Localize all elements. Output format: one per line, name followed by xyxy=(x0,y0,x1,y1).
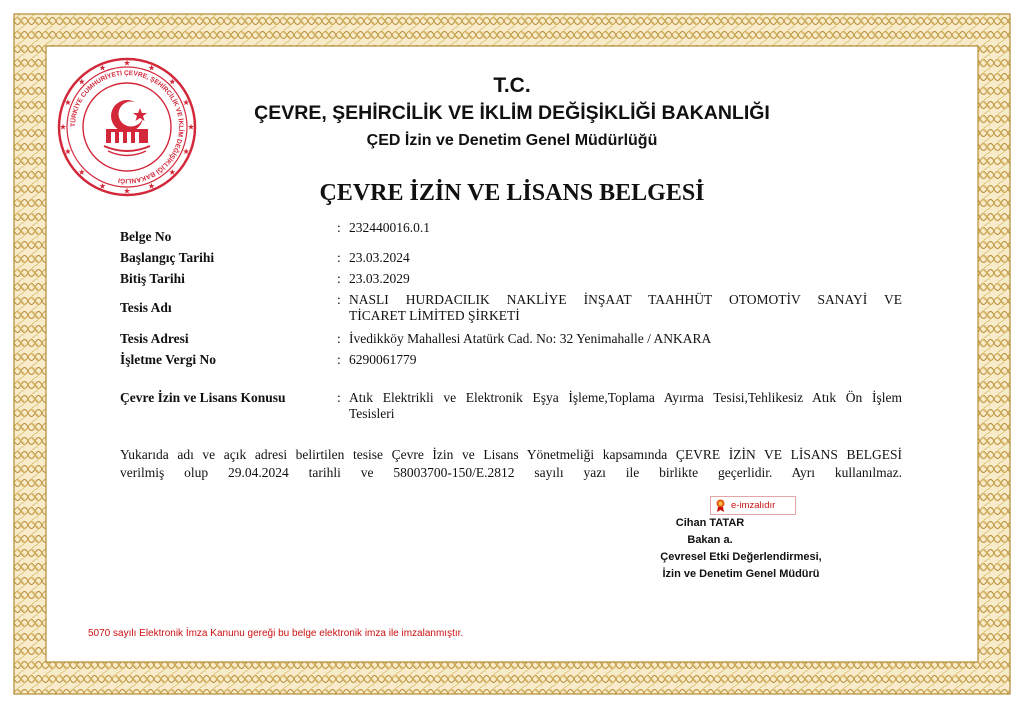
signer-title-line2: İzin ve Denetim Genel Müdürü xyxy=(662,568,820,580)
signer-title-line1: Çevresel Etki Değerlendirmesi, xyxy=(660,551,822,563)
seal-ring-text: TÜRKİYE CUMHURİYETİ ÇEVRE, ŞEHİRCİLİK VE İKLİM DEĞİŞİKLİĞİ BAKANLIĞI xyxy=(69,69,185,185)
value-tesis-adi-line1: NASLI HURDACILIK NAKLİYE İNŞAAT TAAHHÜT OTOMOTİV SANAYİ VE xyxy=(349,292,902,307)
header-ministry: ÇEVRE, ŞEHİRCİLİK VE İKLİM DEĞİŞİKLİĞİ BAKANLIĞI xyxy=(254,102,770,124)
colon: : xyxy=(337,271,341,286)
colon: : xyxy=(337,331,341,346)
seal-star-icon xyxy=(169,169,175,175)
colon: : xyxy=(337,220,341,235)
value-vergi-no: 6290061779 xyxy=(349,352,417,367)
statement-line1: Yukarıda adı ve açık adresi belirtilen tesise Çevre İzin ve Lisans Yönetmeliği kapsamında ÇEVRE İZİN VE LİSANS BELGESİ xyxy=(120,447,902,462)
seal-star-icon xyxy=(79,169,85,175)
statement-line2: verilmiş olup 29.04.2024 tarihli ve 58003700-150/E.2812 sayılı yazı ile birlikte geçerlidir. Ayrı kullanılmaz. xyxy=(120,465,902,480)
e-signature-law-note: 5070 sayılı Elektronik İmza Kanunu gereği bu belge elektronik imza ile imzalanmıştır. xyxy=(88,628,464,639)
label-izin-konusu: Çevre İzin ve Lisans Konusu xyxy=(120,390,286,405)
signer-name: Cihan TATAR xyxy=(675,517,745,529)
value-tesis-adresi: İvedikköy Mahallesi Atatürk Cad. No: 32 Yenimahalle / ANKARA xyxy=(349,331,712,346)
value-baslangic-tarihi: 23.03.2024 xyxy=(349,250,410,265)
label-belge-no: Belge No xyxy=(120,229,172,244)
header-tc: T.C. xyxy=(493,74,531,97)
label-baslangic-tarihi: Başlangıç Tarihi xyxy=(120,250,215,265)
colon: : xyxy=(337,352,341,367)
label-tesis-adresi: Tesis Adresi xyxy=(120,331,189,346)
value-izin-konusu-line2: Tesisleri xyxy=(349,406,395,421)
label-bitis-tarihi: Bitiş Tarihi xyxy=(120,271,185,286)
signer-role: Bakan a. xyxy=(687,534,733,546)
value-tesis-adi-line2: TİCARET LİMİTED ŞİRKETİ xyxy=(349,308,520,323)
document-title: ÇEVRE İZİN VE LİSANS BELGESİ xyxy=(319,180,705,206)
colon: : xyxy=(337,250,341,265)
e-signature-badge xyxy=(710,496,796,515)
colon: : xyxy=(337,292,341,307)
e-signature-badge-label: e-imzalıdır xyxy=(731,500,776,511)
label-tesis-adi: Tesis Adı xyxy=(120,300,172,315)
header-directorate: ÇED İzin ve Denetim Genel Müdürlüğü xyxy=(366,132,658,149)
value-belge-no: 232440016.0.1 xyxy=(349,220,430,235)
value-bitis-tarihi: 23.03.2029 xyxy=(349,271,410,286)
label-vergi-no: İşletme Vergi No xyxy=(120,352,216,367)
seal-star-icon xyxy=(124,60,130,66)
value-izin-konusu-line1: Atık Elektrikli ve Elektronik Eşya İşleme,Toplama Ayırma Tesisi,Tehlikesiz Atık Ön İşlem xyxy=(349,390,902,405)
colon: : xyxy=(337,390,341,405)
ribbon-icon xyxy=(715,499,726,512)
